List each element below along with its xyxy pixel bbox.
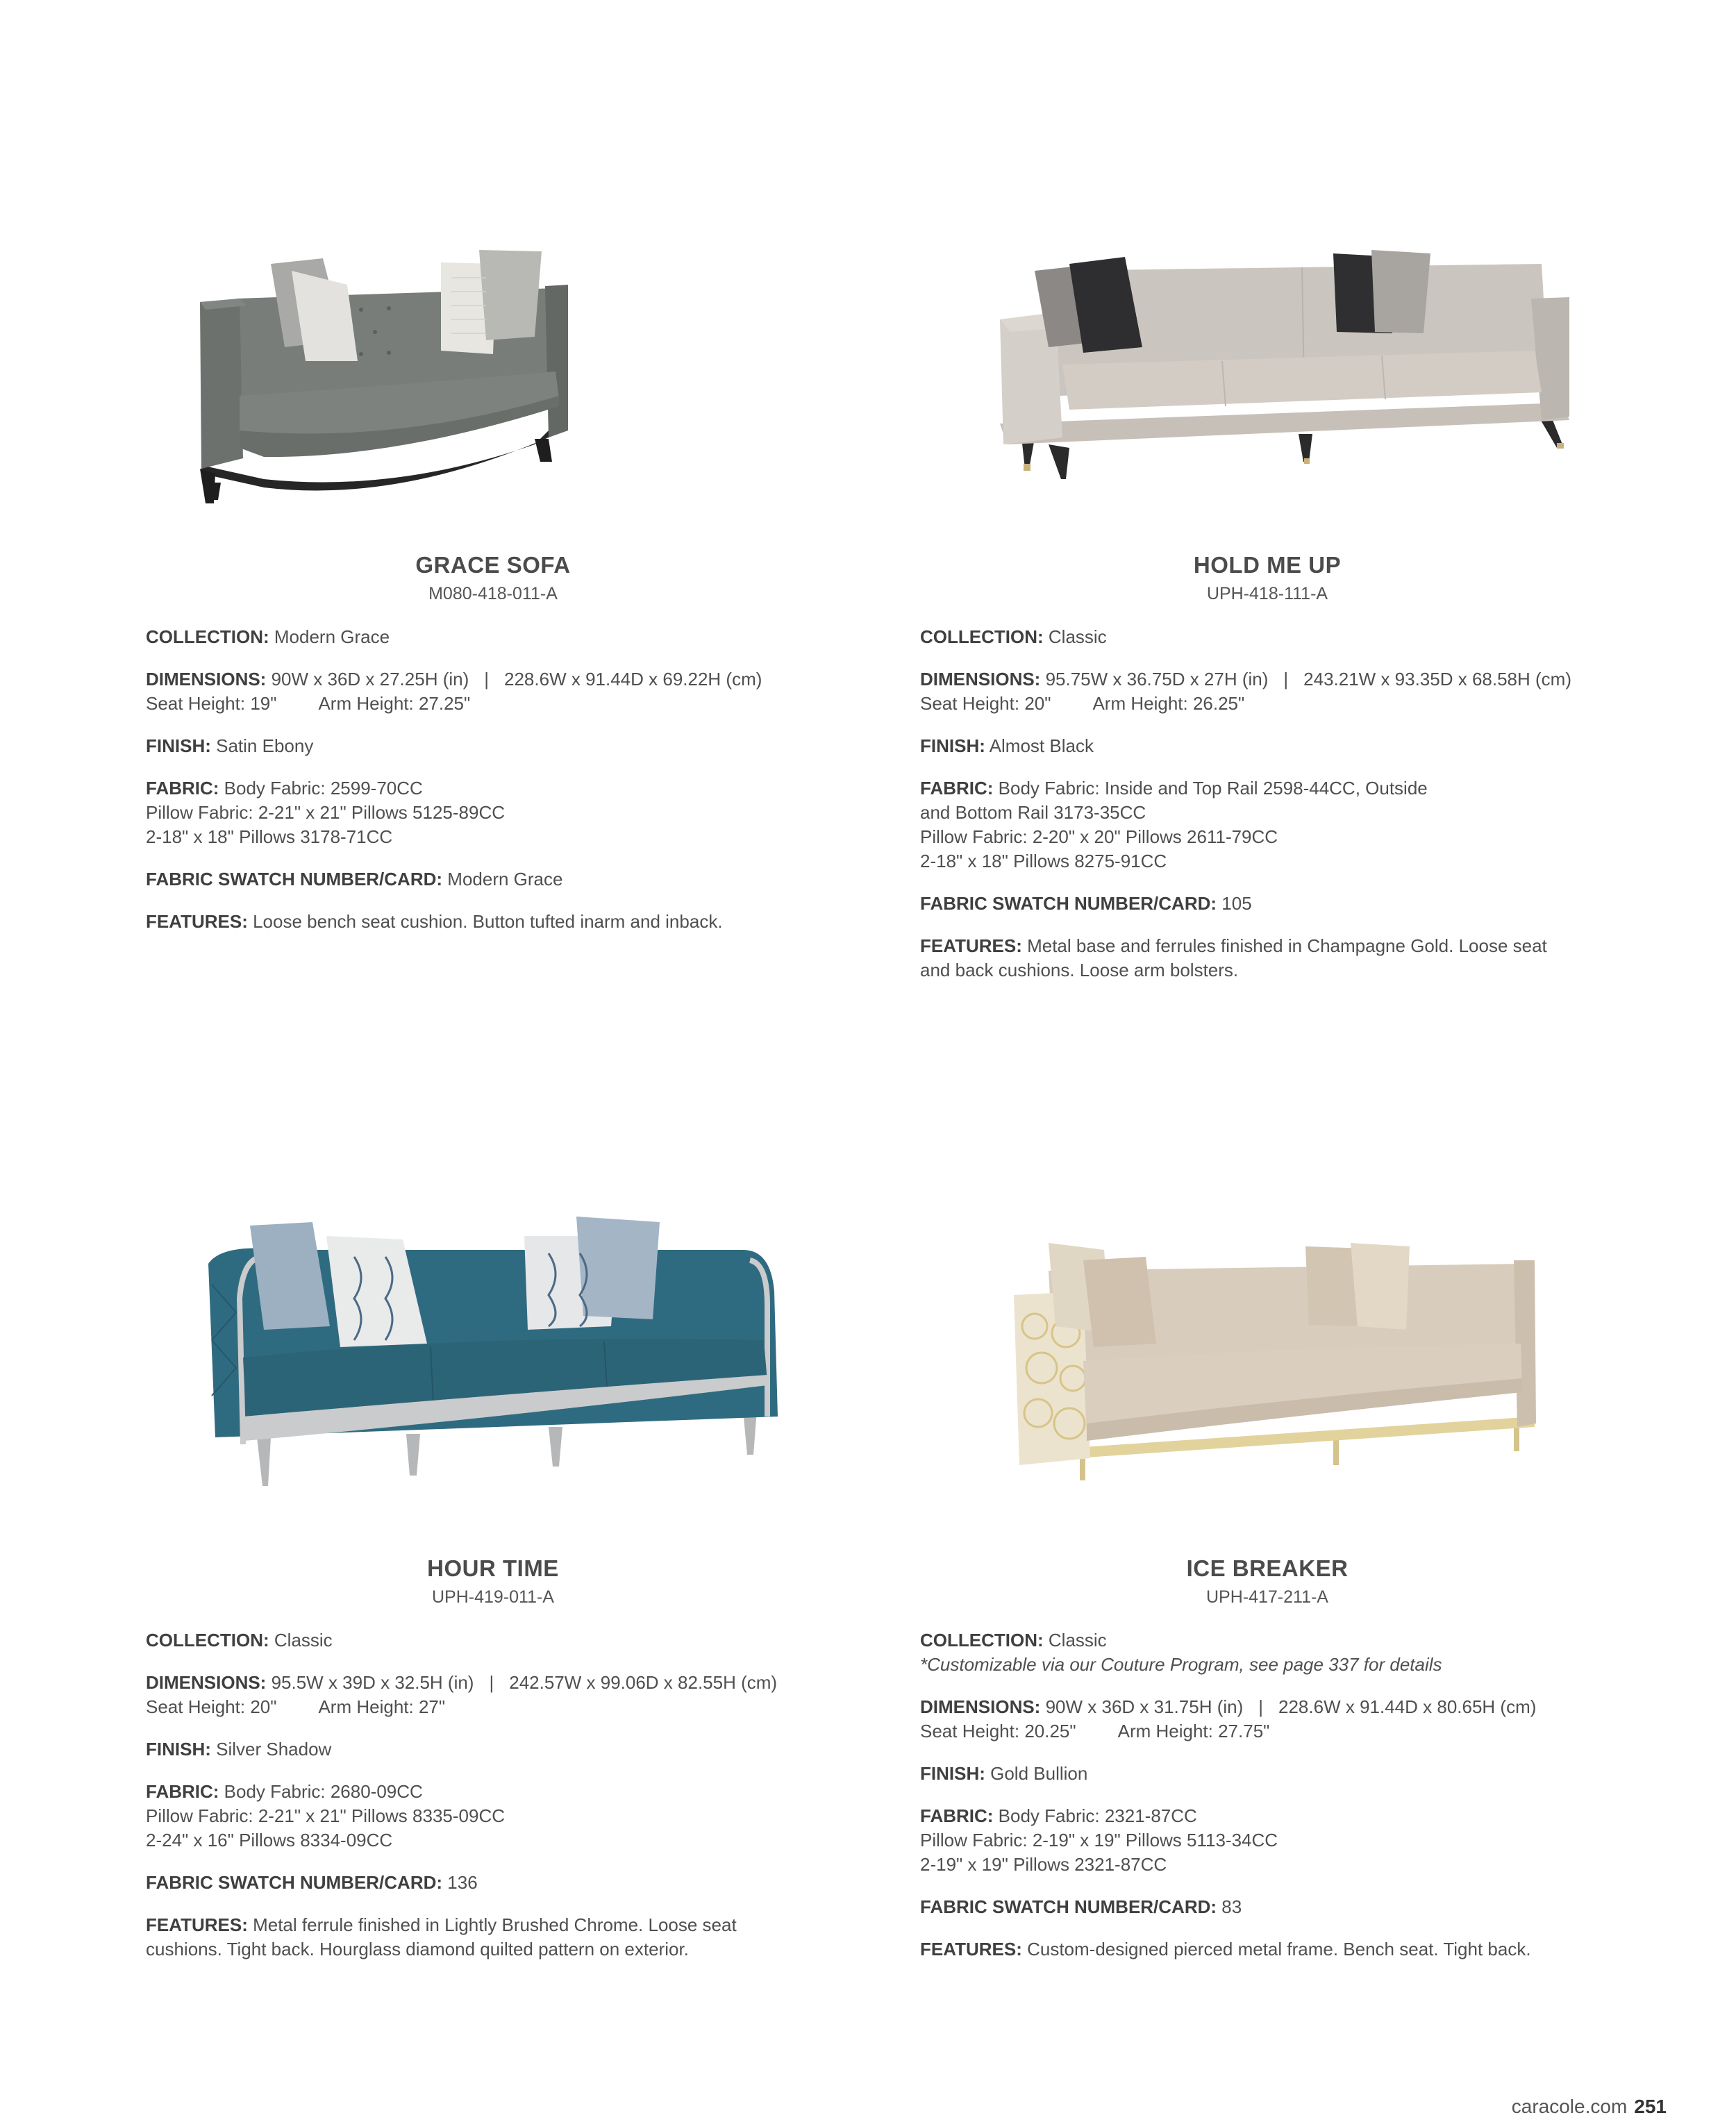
spec-label: COLLECTION: — [920, 1630, 1044, 1651]
spec-label: FINISH: — [920, 1763, 985, 1784]
arm-height: Arm Height: 27.25" — [318, 693, 471, 714]
spec-value: Silver Shadow — [216, 1739, 332, 1760]
spec-label: FABRIC SWATCH NUMBER/CARD: — [920, 1896, 1217, 1917]
spec-label: COLLECTION: — [920, 626, 1044, 647]
spec-label: FINISH: — [146, 1739, 211, 1760]
seat-height: Seat Height: 20.25" — [920, 1721, 1076, 1741]
features-line: and back cushions. Loose arm bolsters. — [920, 960, 1239, 980]
features-line: cushions. Tight back. Hourglass diamond quilted pattern on exterior. — [146, 1939, 689, 1960]
spec-dimensions: DIMENSIONS: 95.5W x 39D x 32.5H (in) | 242.57W x 99.06D x 82.55H (cm) Seat Height: 20" Arm Height: 27" — [146, 1672, 778, 1717]
product-sku: UPH-417-211-A — [1205, 1587, 1328, 1607]
spec-label: DIMENSIONS: — [146, 669, 267, 690]
product-hold-me-up — [920, 552, 1614, 1001]
spec-label: FABRIC: — [146, 778, 219, 799]
spec-label: FABRIC: — [920, 1805, 994, 1826]
product-title: HOUR TIME — [427, 1555, 559, 1581]
spec-collection — [146, 625, 840, 649]
spec-features — [146, 910, 840, 934]
spec-label: FABRIC: — [146, 1781, 219, 1802]
spec-label: DIMENSIONS: — [920, 669, 1041, 690]
spec-value: Classic — [1048, 1630, 1107, 1651]
spec-features — [920, 1937, 1614, 1962]
spec-label: FABRIC SWATCH NUMBER/CARD: — [146, 869, 443, 889]
spec-finish — [920, 734, 1614, 758]
spec-value: 136 — [447, 1872, 478, 1893]
dimensions-cm: 228.6W x 91.44D x 69.22H (cm) — [504, 669, 762, 690]
spec-label: FABRIC SWATCH NUMBER/CARD: — [920, 893, 1217, 914]
arm-height: Arm Height: 27.75" — [1117, 1721, 1270, 1741]
spec-label: DIMENSIONS: — [146, 1672, 267, 1693]
spec-label: FEATURES: — [920, 1939, 1022, 1960]
spec-label: COLLECTION: — [146, 1630, 269, 1651]
product-ice-breaker — [920, 1555, 1614, 1980]
product-sku: UPH-418-111-A — [1206, 584, 1328, 603]
fabric-line: Pillow Fabric: 2-21" x 21" Pillows 5125-89CC — [146, 802, 506, 823]
spec-value: Modern Grace — [447, 869, 563, 889]
seat-height: Seat Height: 20" — [920, 693, 1051, 714]
product-title: ICE BREAKER — [1186, 1555, 1349, 1581]
spec-label: FEATURES: — [146, 911, 248, 932]
dimensions-in: 90W x 36D x 27.25H (in) — [271, 669, 469, 690]
spec-fabric — [146, 776, 840, 849]
spec-value: Almost Black — [989, 735, 1094, 756]
footer-site: caracole.com — [1511, 2096, 1628, 2117]
dimensions-cm: 242.57W x 99.06D x 82.55H (cm) — [509, 1672, 778, 1693]
arm-height: Arm Height: 27" — [318, 1696, 446, 1717]
spec-swatch — [920, 1895, 1614, 1919]
spec-fabric — [920, 1804, 1614, 1877]
product-grace-sofa — [146, 552, 840, 952]
fabric-line: Body Fabric: 2680-09CC — [224, 1781, 423, 1802]
features-line: Metal ferrule finished in Lightly Brushed Chrome. Loose seat — [253, 1914, 737, 1935]
features-line: Loose bench seat cushion. Button tufted inarm and inback. — [253, 911, 723, 932]
arm-height: Arm Height: 26.25" — [1092, 693, 1245, 714]
product-hour-time — [146, 1555, 840, 1980]
fabric-line: 2-19" x 19" Pillows 2321-87CC — [920, 1854, 1167, 1875]
seat-height: Seat Height: 19" — [146, 693, 277, 714]
fabric-line: Pillow Fabric: 2-21" x 21" Pillows 8335-09CC — [146, 1805, 506, 1826]
fabric-line: Pillow Fabric: 2-19" x 19" Pillows 5113-34CC — [920, 1830, 1278, 1851]
fabric-line: Body Fabric: 2599-70CC — [224, 778, 423, 799]
spec-finish — [920, 1762, 1614, 1786]
spec-finish — [146, 734, 840, 758]
spec-collection — [920, 1628, 1614, 1677]
spec-finish — [146, 1737, 840, 1762]
spec-value: Gold Bullion — [990, 1763, 1088, 1784]
seat-height: Seat Height: 20" — [146, 1696, 277, 1717]
product-title: HOLD ME UP — [1193, 552, 1342, 578]
dimensions-in: 95.75W x 36.75D x 27H (in) — [1045, 669, 1269, 690]
spec-value: 105 — [1221, 893, 1252, 914]
product-sku: UPH-419-011-A — [431, 1587, 554, 1607]
spec-collection — [146, 1628, 840, 1653]
spec-features — [920, 934, 1614, 983]
spec-swatch — [920, 892, 1614, 916]
spec-fabric — [920, 776, 1614, 874]
fabric-line: Pillow Fabric: 2-20" x 20" Pillows 2611-79CC — [920, 826, 1278, 847]
spec-label: FABRIC SWATCH NUMBER/CARD: — [146, 1872, 443, 1893]
spec-label: FABRIC: — [920, 778, 994, 799]
spec-value: Satin Ebony — [216, 735, 314, 756]
spec-dimensions: DIMENSIONS: 90W x 36D x 31.75H (in) | 228.6W x 91.44D x 80.65H (cm) Seat Height: 20.25" Arm Height: 27.75" — [920, 1696, 1537, 1741]
spec-label: FEATURES: — [146, 1914, 248, 1935]
fabric-line: Body Fabric: Inside and Top Rail 2598-44CC, Outside — [998, 778, 1428, 799]
spec-dimensions: DIMENSIONS: 95.75W x 36.75D x 27H (in) | 243.21W x 93.35D x 68.58H (cm) Seat Height: 20" Arm Height: 26.25" — [920, 669, 1571, 714]
spec-value: 83 — [1221, 1896, 1242, 1917]
product-sku: M080-418-011-A — [428, 584, 558, 603]
fabric-line: Body Fabric: 2321-87CC — [998, 1805, 1197, 1826]
product-image-hold-me-up — [993, 243, 1597, 507]
spec-value: Modern Grace — [274, 626, 390, 647]
spec-swatch — [146, 1871, 840, 1895]
fabric-line: 2-18" x 18" Pillows 3178-71CC — [146, 826, 393, 847]
spec-features — [146, 1913, 840, 1962]
fabric-line: and Bottom Rail 3173-35CC — [920, 802, 1146, 823]
product-image-grace-sofa — [187, 236, 687, 514]
spec-label: COLLECTION: — [146, 626, 269, 647]
spec-collection — [920, 625, 1614, 649]
spec-label: FINISH: — [146, 735, 211, 756]
spec-label: FINISH: — [920, 735, 985, 756]
dimensions-cm: 243.21W x 93.35D x 68.58H (cm) — [1303, 669, 1571, 690]
dimensions-cm: 228.6W x 91.44D x 80.65H (cm) — [1278, 1696, 1537, 1717]
dimensions-in: 95.5W x 39D x 32.5H (in) — [271, 1672, 474, 1693]
spec-value: Classic — [1048, 626, 1107, 647]
features-line: Metal base and ferrules finished in Champagne Gold. Loose seat — [1027, 935, 1547, 956]
fabric-line: 2-18" x 18" Pillows 8275-91CC — [920, 851, 1167, 871]
spec-label: FEATURES: — [920, 935, 1022, 956]
product-image-hour-time — [201, 1208, 778, 1514]
collection-note: *Customizable via our Couture Program, see page 337 for details — [920, 1654, 1442, 1675]
spec-value: Classic — [274, 1630, 333, 1651]
features-line: Custom-designed pierced metal frame. Bench seat. Tight back. — [1027, 1939, 1531, 1960]
page-footer — [1512, 2096, 1667, 2118]
product-title: GRACE SOFA — [415, 552, 571, 578]
spec-swatch — [146, 867, 840, 892]
page-number: 251 — [1634, 2096, 1667, 2117]
spec-label: DIMENSIONS: — [920, 1696, 1041, 1717]
spec-fabric — [146, 1780, 840, 1853]
fabric-line: 2-24" x 16" Pillows 8334-09CC — [146, 1830, 393, 1851]
product-image-ice-breaker — [1007, 1229, 1549, 1507]
dimensions-in: 90W x 36D x 31.75H (in) — [1045, 1696, 1244, 1717]
spec-dimensions: DIMENSIONS: 90W x 36D x 27.25H (in) | 228.6W x 91.44D x 69.22H (cm) Seat Height: 19" Arm Height: 27.25" — [146, 669, 762, 714]
